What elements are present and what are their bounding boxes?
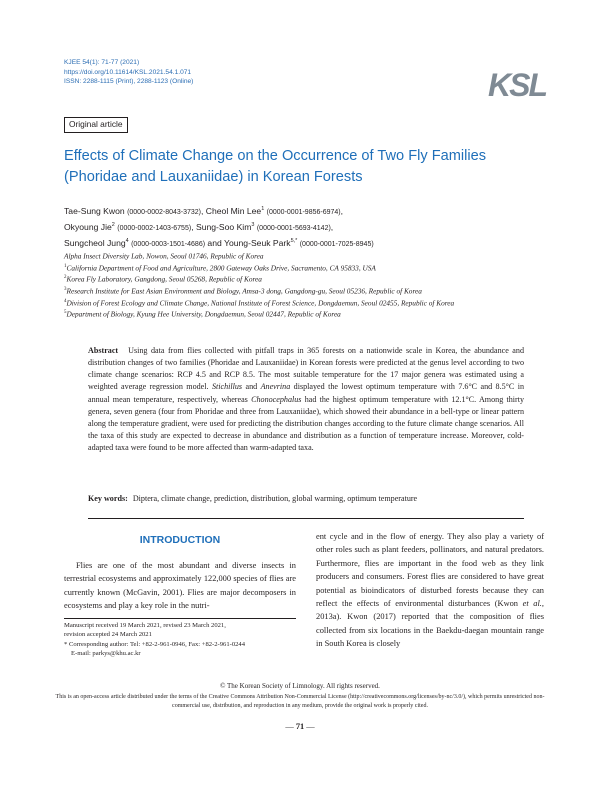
footnote-email[interactable]: E-mail: parkys@khu.ac.kr <box>71 650 141 658</box>
copyright-notice: © The Korean Society of Limnology. All rights reserved. <box>220 682 380 690</box>
footnotes <box>64 621 296 659</box>
author-orcid[interactable]: (0000-0001-9856-6974) <box>266 208 341 216</box>
journal-citation: KJEE 54(1): 71-77 (2021) <box>64 59 140 66</box>
section-heading-introduction: INTRODUCTION <box>139 534 221 546</box>
affiliation: $^1$California Department of Food and Agriculture, 2800 Gateway Oaks Drive, Sacramento, CA 95833, USA <box>64 263 376 273</box>
keywords-text: Diptera, climate change, prediction, distribution, global warming, optimum temperature <box>132 494 418 503</box>
abstract: Abstract Using data from flies collected with pitfall traps in 365 forests on a nationwide scale in Korea, the abundance and distribution changes of two families (Phoridae and Lauxaniidae) in Korean forests were predicted at the genus level according to two climate change scenarios: RCP 4.5 and RCP 8.5. The most suitable temperature for the 17 major genera was estimated using a weighted average regression model. Stichillus and Anevrina displayed the lowest optimum temperature with 7.6°C and 8.5°C in annual mean temperature, respectively, whereas Chonocephalus had the highest optimum temperature with 12.1°C. Among thirty genera, seven genera (four from Phoridae and three from Lauxaniidae), which showed their abundance in a bell-type or linear pattern along the temperature gradient, were used for predicting the distribution changes according to the future climate change scenarios. All the taxa of this study are expected to decrease in abundance and distribution as a function of temperature increase. Moreover, cold-adapted taxa were found to be more affected than warm-adapted taxa. <box>88 346 525 453</box>
author-name: Sung-Soo Kim <box>195 221 252 232</box>
license-notice: This is an open-access article distributed under the terms of the Creative Commons Attribution Non-Commercial License (http://creativecommons.org/licenses/by-nc/3.0/), which permits unrestricted non-commercial use, distribution, and reproduction in any medium, provide the original work is properly cited. <box>55 694 545 709</box>
author-orcid[interactable]: (0000-0001-7025-8945) <box>299 240 374 248</box>
author-orcid[interactable]: (0000-0001-5693-4142) <box>256 224 331 232</box>
article-type-label: Original article <box>64 117 128 133</box>
affiliation: $^5$Department of Biology, Kyung Hee University, Dongdaemun, Seoul 02447, Republic of Korea <box>64 309 341 319</box>
affiliation-list <box>64 250 534 320</box>
paragraph: Flies are one of the most abundant and diverse insects in terrestrial ecosystems and approximately 122,000 species of flies are currently known (McGavin, 2001). Flies are major decomposers in ecosystems and play a key role in the nutri- <box>64 561 296 611</box>
author-name: Cheol Min Lee <box>205 205 262 216</box>
keywords-label: Key words: <box>88 494 128 503</box>
keywords <box>88 493 524 505</box>
journal-meta <box>64 58 193 87</box>
body-column-right <box>316 530 544 651</box>
author-name: Okyoung Jie <box>64 221 112 232</box>
abstract-label: Abstract <box>88 346 119 355</box>
author-name: Sungcheol Jung <box>64 237 126 248</box>
footnote-accepted: revision accepted 24 March 2021 <box>64 631 152 639</box>
journal-issn: ISSN: 2288-1115 (Print), 2288-1123 (Online) <box>64 78 194 86</box>
author-orcid[interactable]: (0000-0003-1501-4686) <box>131 240 206 248</box>
footnote-divider <box>64 618 296 619</box>
paragraph: ent cycle and in the flow of energy. They also play a variety of other roles such as plant feeders, pollinators, and natural predators. Furthermore, flies are important in the food web as they link producers and consumers. Forest flies are considered to have great potential as bioindicators of disturbed forests because they can reflect the effects of environmental disturbances (Kwon et al., 2013a). Kwon (2017) reported that the composition of flies collected from six locations in the Baekdu-daegan mountain range in South Korea is closely <box>316 532 544 649</box>
genus-name: Chonocephalus <box>251 394 302 404</box>
author-name: Young-Seuk Park <box>224 237 291 248</box>
genus-name: Stichillus <box>211 382 243 392</box>
footnote-received: Manuscript received 19 March 2021, revised 23 March 2021, <box>64 622 226 629</box>
abstract-text: Using data from flies collected with pitfall traps in 365 forests on a nationwide scale in Korea, the abundance and distribution changes of two families (Phoridae and Lauxaniidae) in Korean forests were predicted at the genus level according to two climate change scenarios: RCP 4.5 and RCP 8.5. The most suitable temperature for the 17 major genera was estimated using a weighted average regression model. <box>88 346 524 392</box>
body-column-left <box>64 559 296 613</box>
affiliation: $^4$Division of Forest Ecology and Climate Change, National Institute of Forest Science, Dongdaemun, Seoul 02455, Republic of Korea <box>64 297 455 307</box>
abstract-divider <box>88 518 524 519</box>
author-orcid[interactable]: (0000-0002-8043-3732) <box>127 208 202 216</box>
article-title: Effects of Climate Change on the Occurrence of Two Fly Families (Phoridae and Lauxaniidae) in Korean Forests <box>64 148 487 185</box>
author-list: Tae-Sung Kwon (0000-0002-8043-3732), Cheol Min Lee$^1$ (0000-0001-9856-6974), Okyoung Jie$^2$ (0000-0002-1403-6755), Sung-Soo Kim$^3$ (0000-0001-5693-4142), Sungcheol Jung$^4$ (0000-0003-1501-4686) and Young-Seuk Park$^{5,*}$ (0000-0001-7025-8945) <box>64 205 374 248</box>
affiliation: $^2$Korea Fly Laboratory, Gangdong, Seoul 05268, Republic of Korea <box>64 274 262 284</box>
page-number: — 71 — <box>285 722 315 731</box>
author-orcid[interactable]: (0000-0002-1403-6755) <box>117 224 192 232</box>
affiliation: Alpha Insect Diversity Lab, Nowon, Seoul 01746, Republic of Korea <box>64 251 264 261</box>
ksl-logo <box>486 66 548 102</box>
affiliation: $^3$Research Institute for East Asian Environment and Biology, Amsa-3 dong, Gangdong-gu, Seoul 05236, Republic of Korea <box>64 286 422 296</box>
journal-doi[interactable]: https://doi.org/10.11614/KSL.2021.54.1.071 <box>64 68 192 76</box>
ksl-logo-text: KSL <box>488 67 546 102</box>
footnote-corresponding: * Corresponding author: Tel: +82-2-961-0946, Fax: +82-2-961-0244 <box>64 640 246 648</box>
author-name: Tae-Sung Kwon <box>64 205 125 216</box>
genus-name: Anevrina <box>260 382 291 392</box>
